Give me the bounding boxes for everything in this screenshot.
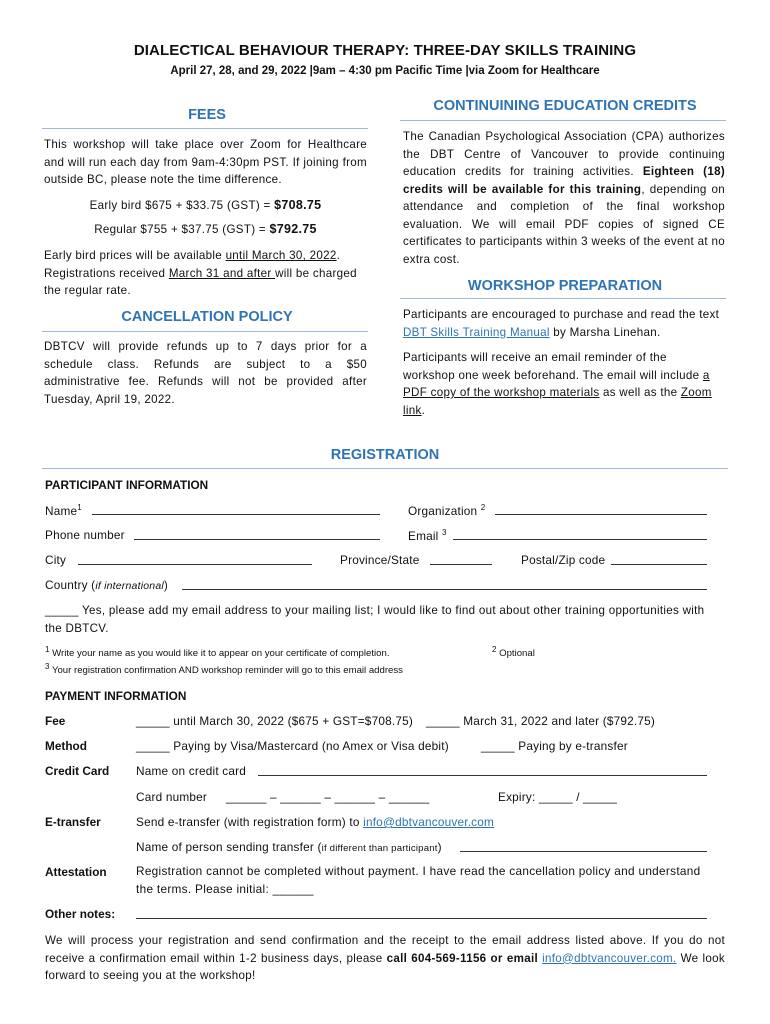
sender-qualifier: if different than participant	[321, 843, 438, 854]
prep-text-part: Participants are encouraged to purchase and read the text	[403, 308, 720, 321]
ce-text-part: The Canadian Psychological Association (CPA) authorizes the DBT Centre of Vancouver to provide continuing education credits for training activities.	[403, 130, 725, 178]
attestation-text	[136, 863, 716, 898]
fees-note-part: . Registrations received	[44, 249, 341, 280]
prep-text-part: Participants will receive an email reminder of the workshop one week beforehand. The email will include	[403, 351, 703, 382]
name-on-card-label: Name on credit card	[136, 764, 247, 778]
organization-field[interactable]	[495, 502, 707, 515]
name-label	[45, 503, 82, 518]
phone-field[interactable]	[134, 527, 380, 540]
preparation-divider	[400, 298, 726, 299]
organization-label	[408, 503, 485, 518]
footnote-2-mark: 2	[492, 645, 497, 654]
fees-heading: FEES	[188, 107, 226, 123]
mailing-list-text: Yes, please add my email address to your mailing list; I would like to find out about other training opportunities with the DBTCV.	[45, 604, 705, 635]
regular-label: Regular $755 + $37.75 (GST) =	[94, 223, 270, 236]
email-footnote-mark: 3	[441, 528, 447, 537]
regular-total: $792.75	[269, 222, 317, 236]
province-field[interactable]	[430, 552, 492, 565]
etransfer-text: Send e-transfer (with registration form) to	[136, 815, 364, 829]
other-notes-label: Other notes:	[45, 907, 116, 921]
phone-label: Phone number	[45, 528, 125, 542]
footnote-1	[45, 645, 390, 659]
ce-text-part: , depending on attendance and completion of the final workshop evaluation. We will email PDF copies of signed CE certificates to participants within 3 weeks of the event at no extra cost.	[403, 182, 725, 266]
country-field[interactable]	[182, 577, 707, 590]
regular-price	[44, 221, 367, 239]
card-number-field[interactable]: ______ – ______ – ______ – ______	[226, 790, 430, 804]
ce-credits-heading: CONTINUINING EDUCATION CREDITS	[433, 98, 697, 114]
city-label: City	[45, 553, 67, 567]
email-label	[408, 528, 447, 543]
footnote-2	[492, 645, 535, 659]
prep-text-part: by Marsha Linehan.	[549, 325, 661, 339]
footnote-3-mark: 3	[45, 662, 50, 671]
fees-note	[44, 247, 370, 300]
fee-option-regular[interactable]: _____ March 31, 2022 and later ($792.75)	[426, 714, 656, 728]
name-footnote-mark: 1	[77, 503, 82, 512]
method-label: Method	[45, 739, 87, 753]
footnote-3	[45, 662, 403, 676]
fees-note-part: will be charged the regular rate.	[44, 266, 357, 297]
cancellation-text: DBTCV will provide refunds up to 7 days prior for a schedule class. Refunds are subject to a $50 administrative fee. Refunds will not be provided after Tuesday, April 19, 2022.	[44, 340, 367, 406]
registration-heading: REGISTRATION	[330, 447, 440, 463]
credit-card-label: Credit Card	[45, 764, 110, 778]
etransfer-label: E-transfer	[45, 815, 101, 829]
attestation-part: Registration cannot be completed without payment	[136, 864, 416, 878]
document-title: DIALECTICAL BEHAVIOUR THERAPY: THREE-DAY SKILLS TRAINING	[133, 42, 637, 59]
preparation-p1	[403, 306, 725, 341]
cancellation-heading: CANCELLATION POLICY	[121, 309, 293, 325]
attestation-label: Attestation	[45, 865, 107, 879]
prep-text-part: .	[421, 403, 426, 417]
fee-label: Fee	[45, 714, 66, 728]
country-label	[45, 578, 168, 592]
sender-close: )	[437, 840, 442, 854]
registration-divider	[42, 468, 728, 469]
attestation-part: . I have read the cancellation policy and understand the terms. Please initial: ______	[136, 864, 701, 896]
etransfer-email-link[interactable]: info@dbtvancouver.com	[363, 815, 495, 829]
cancellation-divider	[42, 331, 368, 332]
participant-heading: PARTICIPANT INFORMATION	[45, 478, 209, 492]
prep-zoom-link: Zoom link	[403, 386, 712, 417]
card-number-label: Card number	[136, 790, 208, 804]
sender-name-field[interactable]	[460, 839, 707, 852]
closing-paragraph	[45, 932, 725, 985]
early-bird-total: $708.75	[274, 198, 322, 212]
email-field[interactable]	[453, 527, 707, 540]
early-bird-deadline: until March 30, 2022	[225, 249, 337, 262]
etransfer-instructions	[136, 815, 494, 829]
preparation-p2	[403, 349, 713, 419]
name-label-text: Name	[45, 503, 78, 518]
fees-divider	[42, 128, 368, 129]
fees-intro: This workshop will take place over Zoom for Healthcare and will run each day from 9am-4:30pm PST. If joining from outside BC, please note the time difference.	[44, 138, 367, 186]
email-label-text: Email	[408, 528, 439, 543]
closing-phone: call 604-569-1156	[386, 951, 487, 965]
early-bird-label: Early bird $675 + $33.75 (GST) =	[89, 199, 275, 212]
early-bird-price	[44, 197, 367, 215]
closing-text: email	[506, 951, 539, 965]
preparation-heading: WORKSHOP PREPARATION	[467, 278, 663, 294]
ce-credits-amount: Eighteen (18) credits will be available for this training	[403, 165, 725, 196]
city-field[interactable]	[78, 552, 312, 565]
regular-start-date: March 31 and after	[168, 266, 276, 280]
closing-text: We will process your registration and send confirmation and the receipt to the email address listed above. If you do not receive a confirmation email within 1-2 business days, please	[45, 934, 725, 965]
other-notes-field[interactable]	[136, 906, 707, 919]
payment-heading: PAYMENT INFORMATION	[45, 689, 187, 703]
closing-text: We look forward to seeing you at the workshop!	[45, 951, 725, 982]
prep-materials: a PDF copy of the workshop materials	[403, 368, 710, 399]
document-subtitle: April 27, 28, and 29, 2022 |9am – 4:30 pm Pacific Time |via Zoom for Healthcare	[170, 65, 600, 77]
method-option-etransfer[interactable]: _____ Paying by e-transfer	[481, 739, 628, 753]
prep-text-part: as well as the	[599, 386, 681, 399]
fees-note-part: Early bird prices will be available	[44, 249, 226, 262]
country-qualifier: if international	[95, 580, 164, 592]
footnote-1-text: Write your name as you would like it to appear on your certificate of completion.	[49, 648, 390, 660]
closing-text: or	[486, 951, 507, 965]
expiry-field[interactable]: Expiry: _____ / _____	[498, 790, 617, 804]
manual-link[interactable]: DBT Skills Training Manual	[403, 325, 550, 339]
closing-email-link[interactable]: info@dbtvancouver.com.	[542, 951, 677, 965]
ce-credits-text	[403, 128, 725, 268]
sender-text: Name of person sending transfer (	[136, 840, 322, 854]
postal-field[interactable]	[611, 552, 707, 565]
mailing-list-option[interactable]	[45, 602, 715, 637]
sender-label	[136, 840, 442, 854]
ce-credits-divider	[400, 120, 726, 121]
mailing-list-checkbox[interactable]: _____	[45, 604, 79, 617]
footnote-2-text: Optional	[496, 648, 535, 660]
country-label-text: Country (	[45, 578, 96, 592]
fee-option-early[interactable]: _____ until March 30, 2022 ($675 + GST=$708.75)	[136, 714, 413, 728]
org-footnote-mark: 2	[480, 503, 486, 512]
method-option-card[interactable]: _____ Paying by Visa/Mastercard (no Amex or Visa debit)	[136, 739, 449, 753]
country-label-close: )	[163, 578, 169, 592]
province-label: Province/State	[340, 553, 420, 567]
postal-label: Postal/Zip code	[521, 553, 606, 567]
footnote-1-mark: 1	[45, 645, 50, 654]
name-on-card-field[interactable]	[258, 763, 707, 776]
name-field[interactable]	[92, 502, 380, 515]
footnote-3-text: Your registration confirmation AND workshop reminder will go to this email address	[49, 665, 403, 677]
org-label-text: Organization	[408, 503, 478, 518]
